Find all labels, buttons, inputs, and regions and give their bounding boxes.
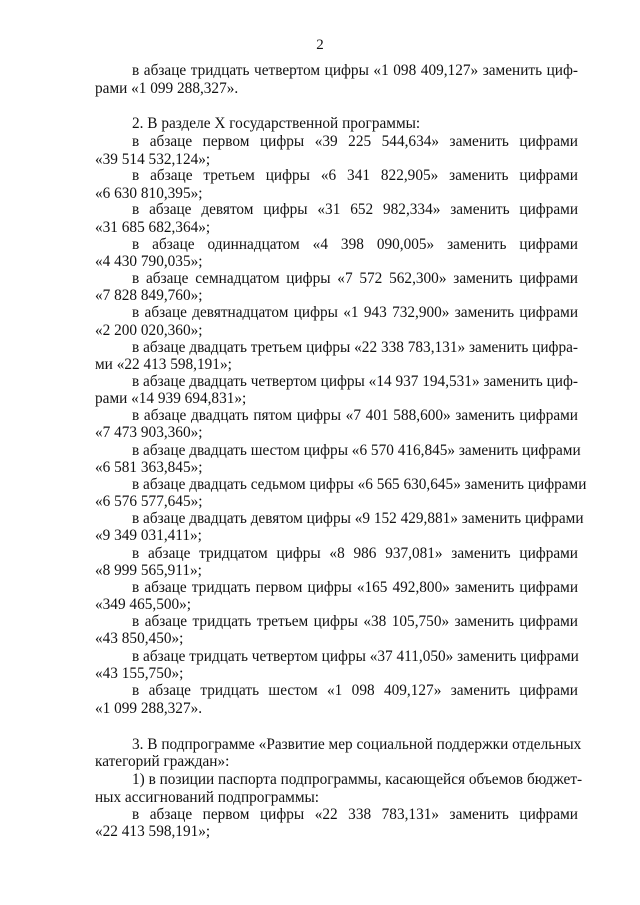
- text-line: в абзаце первом цифры «39 225 544,634» заменить цифрами: [132, 133, 578, 150]
- text-line: «31 685 682,364»;: [95, 219, 211, 236]
- text-line: рами «14 939 694,831»;: [95, 390, 247, 407]
- text-line: в абзаце двадцать седьмом цифры «6 565 630,645» заменить цифрами: [132, 476, 587, 493]
- text-line: в абзаце тридцать четвертом цифры «37 411,050» заменить цифрами: [132, 648, 579, 665]
- text-line: ми «22 413 598,191»;: [95, 356, 232, 373]
- text-line: в абзаце тридцать первом цифры «165 492,800» заменить цифрами: [132, 579, 578, 596]
- text-line: в абзаце тридцать шестом «1 098 409,127» заменить цифрами: [132, 682, 578, 699]
- text-line: в абзаце двадцать девятом цифры «9 152 429,881» заменить цифрами: [132, 510, 584, 527]
- text-line: «39 514 532,124»;: [95, 151, 211, 168]
- text-line: «6 576 577,645»;: [95, 493, 203, 510]
- text-line: «2 200 020,360»;: [95, 322, 203, 339]
- text-line: «7 473 903,360»;: [95, 424, 203, 441]
- text-line: в абзаце двадцать пятом цифры «7 401 588,600» заменить цифрами: [132, 407, 578, 424]
- text-line: в абзаце тридцатом цифры «8 986 937,081» заменить цифрами: [132, 545, 578, 562]
- text-line: в абзаце девятнадцатом цифры «1 943 732,900» заменить цифрами: [132, 304, 578, 321]
- text-line: в абзаце двадцать третьем цифры «22 338 783,131» заменить цифра-: [132, 339, 578, 356]
- text-line: 1) в позиции паспорта подпрограммы, касающейся объемов бюджет-: [132, 771, 583, 788]
- text-line: «43 850,450»;: [95, 630, 184, 647]
- text-line: в абзаце тридцать третьем цифры «38 105,750» заменить цифрами: [132, 613, 578, 630]
- text-line: «9 349 031,411»;: [95, 527, 202, 544]
- section-heading: 3. В подпрограмме «Развитие мер социальной поддержки отдельных: [132, 736, 582, 753]
- text-line: «8 999 565,911»;: [95, 562, 202, 579]
- text-line: «349 465,500»;: [95, 596, 192, 613]
- text-line: в абзаце двадцать шестом цифры «6 570 416,845» заменить цифрами: [132, 442, 581, 459]
- text-line: в абзаце тридцать четвертом цифры «1 098 409,127» заменить циф-: [132, 62, 578, 79]
- text-line: «6 630 810,395»;: [95, 185, 203, 202]
- page-number: 2: [316, 37, 324, 53]
- text-line: «22 413 598,191»;: [95, 823, 211, 840]
- text-line: в абзаце девятом цифры «31 652 982,334» заменить цифрами: [132, 201, 578, 218]
- text-line: категорий граждан»:: [95, 753, 230, 770]
- text-line: в абзаце третьем цифры «6 341 822,905» заменить цифрами: [132, 167, 578, 184]
- text-line: «6 581 363,845»;: [95, 459, 203, 476]
- text-line: «4 430 790,035»;: [95, 253, 203, 270]
- text-line: в абзаце двадцать четвертом цифры «14 937 194,531» заменить циф-: [132, 373, 578, 390]
- text-line: ных ассигнований подпрограммы:: [95, 789, 320, 806]
- text-line: «43 155,750»;: [95, 665, 184, 682]
- text-line: «7 828 849,760»;: [95, 287, 203, 304]
- text-line: в абзаце первом цифры «22 338 783,131» заменить цифрами: [132, 806, 578, 823]
- text-line: в абзаце семнадцатом цифры «7 572 562,300» заменить цифрами: [132, 270, 578, 287]
- text-line: в абзаце одиннадцатом «4 398 090,005» заменить цифрами: [132, 236, 578, 253]
- text-line: «1 099 288,327».: [95, 700, 203, 717]
- text-line: рами «1 099 288,327».: [95, 80, 239, 97]
- section-heading: 2. В разделе X государственной программы:: [132, 115, 421, 132]
